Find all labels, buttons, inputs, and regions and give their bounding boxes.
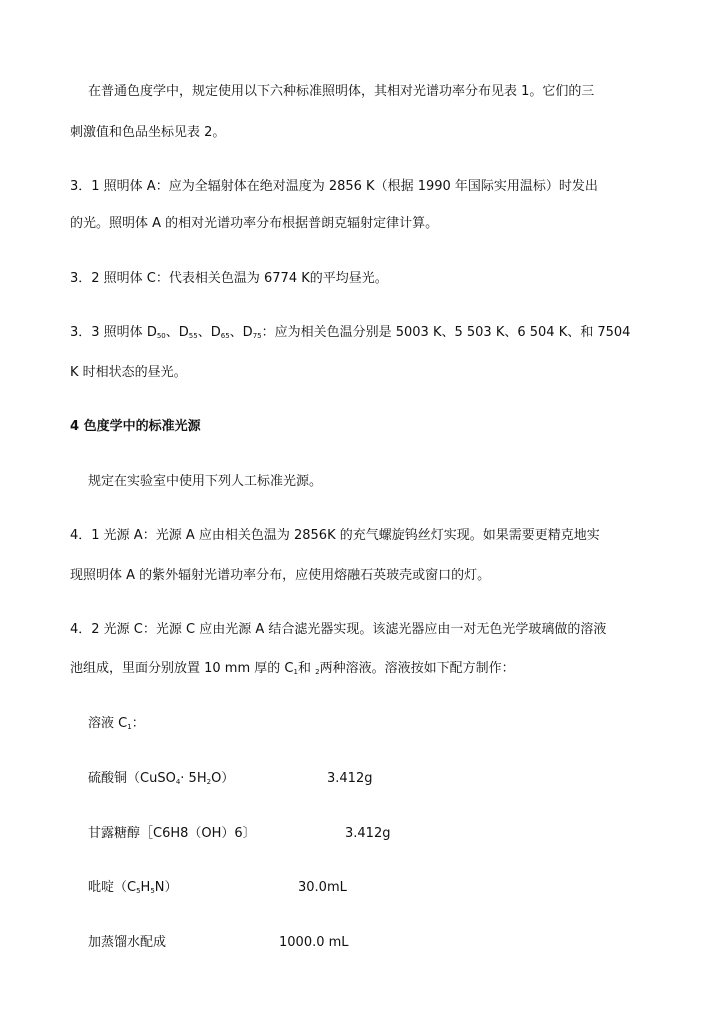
solution-label-sub: 1 xyxy=(127,723,132,731)
recipe-item-amount: 1000.0 mL xyxy=(279,935,349,950)
s33-d55: D xyxy=(178,325,189,340)
section-3-3-line-2: K 时相状态的昼光。 xyxy=(70,365,187,380)
s33-d65: D xyxy=(210,325,221,340)
s33-sub-65: 65 xyxy=(220,332,230,340)
intro-line-1: 在普通色度学中，规定使用以下六种标准照明体，其相对光谱功率分布见表 1。它们的三 xyxy=(88,84,595,99)
s33-rest: ：应为相关色温分别是 5003 K、5 503 K、6 504 K、和 7504 xyxy=(261,325,631,340)
s42-line2-c: 两种溶液。溶液按如下配方制作： xyxy=(319,661,515,676)
heading-4: 4 色度学中的标准光源 xyxy=(70,419,201,434)
section-4-1-line-1: 4．1 光源 A：光源 A 应由相关色温为 2856K 的充气螺旋钨丝灯实现。如果需要更精克地实 xyxy=(70,528,600,543)
recipe-0-name-b: · 5H xyxy=(180,771,207,786)
s33-sub-50: 50 xyxy=(156,332,166,340)
recipe-0-name-a: 硫酸铜（CuSO xyxy=(88,771,176,786)
recipe-2-name-b: H xyxy=(140,880,151,895)
s42-line2-b: 和 xyxy=(297,661,316,676)
recipe-item-name xyxy=(88,878,178,901)
section-3-1-line-2: 的光。照明体 A 的相对光谱功率分布根据普朗克辐射定律计算。 xyxy=(70,216,439,231)
section-4-intro: 规定在实验室中使用下列人工标准光源。 xyxy=(88,474,323,489)
s42-line2-a: 池组成，里面分别放置 10 mm 厚的 C xyxy=(70,661,294,676)
solution-label xyxy=(88,714,145,737)
recipe-2-sub-2: 5 xyxy=(150,887,155,895)
s33-sub-55: 55 xyxy=(188,332,198,340)
s42-sub-2: 2 xyxy=(315,668,320,676)
recipe-item-amount: 3.412g xyxy=(327,771,373,786)
recipe-item-amount: 3.412g xyxy=(345,826,391,841)
recipe-0-sub-2: 2 xyxy=(206,778,212,786)
section-4-2-line-1: 4．2 光源 C：光源 C 应由光源 A 结合滤光器实现。该滤光器应由一对无色光学玻璃做的溶液 xyxy=(70,622,607,637)
s33-sep-1: 、 xyxy=(165,325,179,340)
s33-d50: D xyxy=(146,325,157,340)
recipe-item-name: 加蒸馏水配成 xyxy=(88,935,167,950)
s33-d75: D xyxy=(242,325,253,340)
section-3-1-line-1: 3．1 照明体 A：应为全辐射体在绝对温度为 2856 K（根据 1990 年国际实用温标）时发出 xyxy=(70,179,598,194)
intro-line-2: 刺激值和色品坐标见表 2。 xyxy=(70,125,226,140)
recipe-2-name-a: 吡啶（C xyxy=(88,880,137,895)
section-4-2-line-2 xyxy=(70,659,515,682)
recipe-2-sub-1: 5 xyxy=(136,887,141,895)
recipe-item-amount: 30.0mL xyxy=(298,880,347,895)
recipe-item-name: 甘露糖醇［C6H8（OH）6〕 xyxy=(88,826,256,841)
s33-sep-3: 、 xyxy=(229,325,243,340)
recipe-2-name-c: N） xyxy=(154,880,178,895)
recipe-0-sub-1: 4 xyxy=(175,778,181,786)
recipe-item-name xyxy=(88,769,234,792)
s33-prefix: 3．3 照明体 xyxy=(70,325,147,340)
s33-sep-2: 、 xyxy=(197,325,211,340)
solution-label-colon: ： xyxy=(131,716,145,731)
section-3-3-line-1 xyxy=(70,323,630,346)
solution-label-text: 溶液 C xyxy=(88,716,128,731)
s42-sub-1: 1 xyxy=(293,668,298,676)
recipe-0-name-c: O） xyxy=(211,771,235,786)
s33-sub-75: 75 xyxy=(252,332,262,340)
section-3-2-line-1: 3．2 照明体 C：代表相关色温为 6774 K的平均昼光。 xyxy=(70,271,388,286)
section-4-1-line-2: 现照明体 A 的紫外辐射光谱功率分布，应使用熔融石英玻壳或窗口的灯。 xyxy=(70,568,491,583)
